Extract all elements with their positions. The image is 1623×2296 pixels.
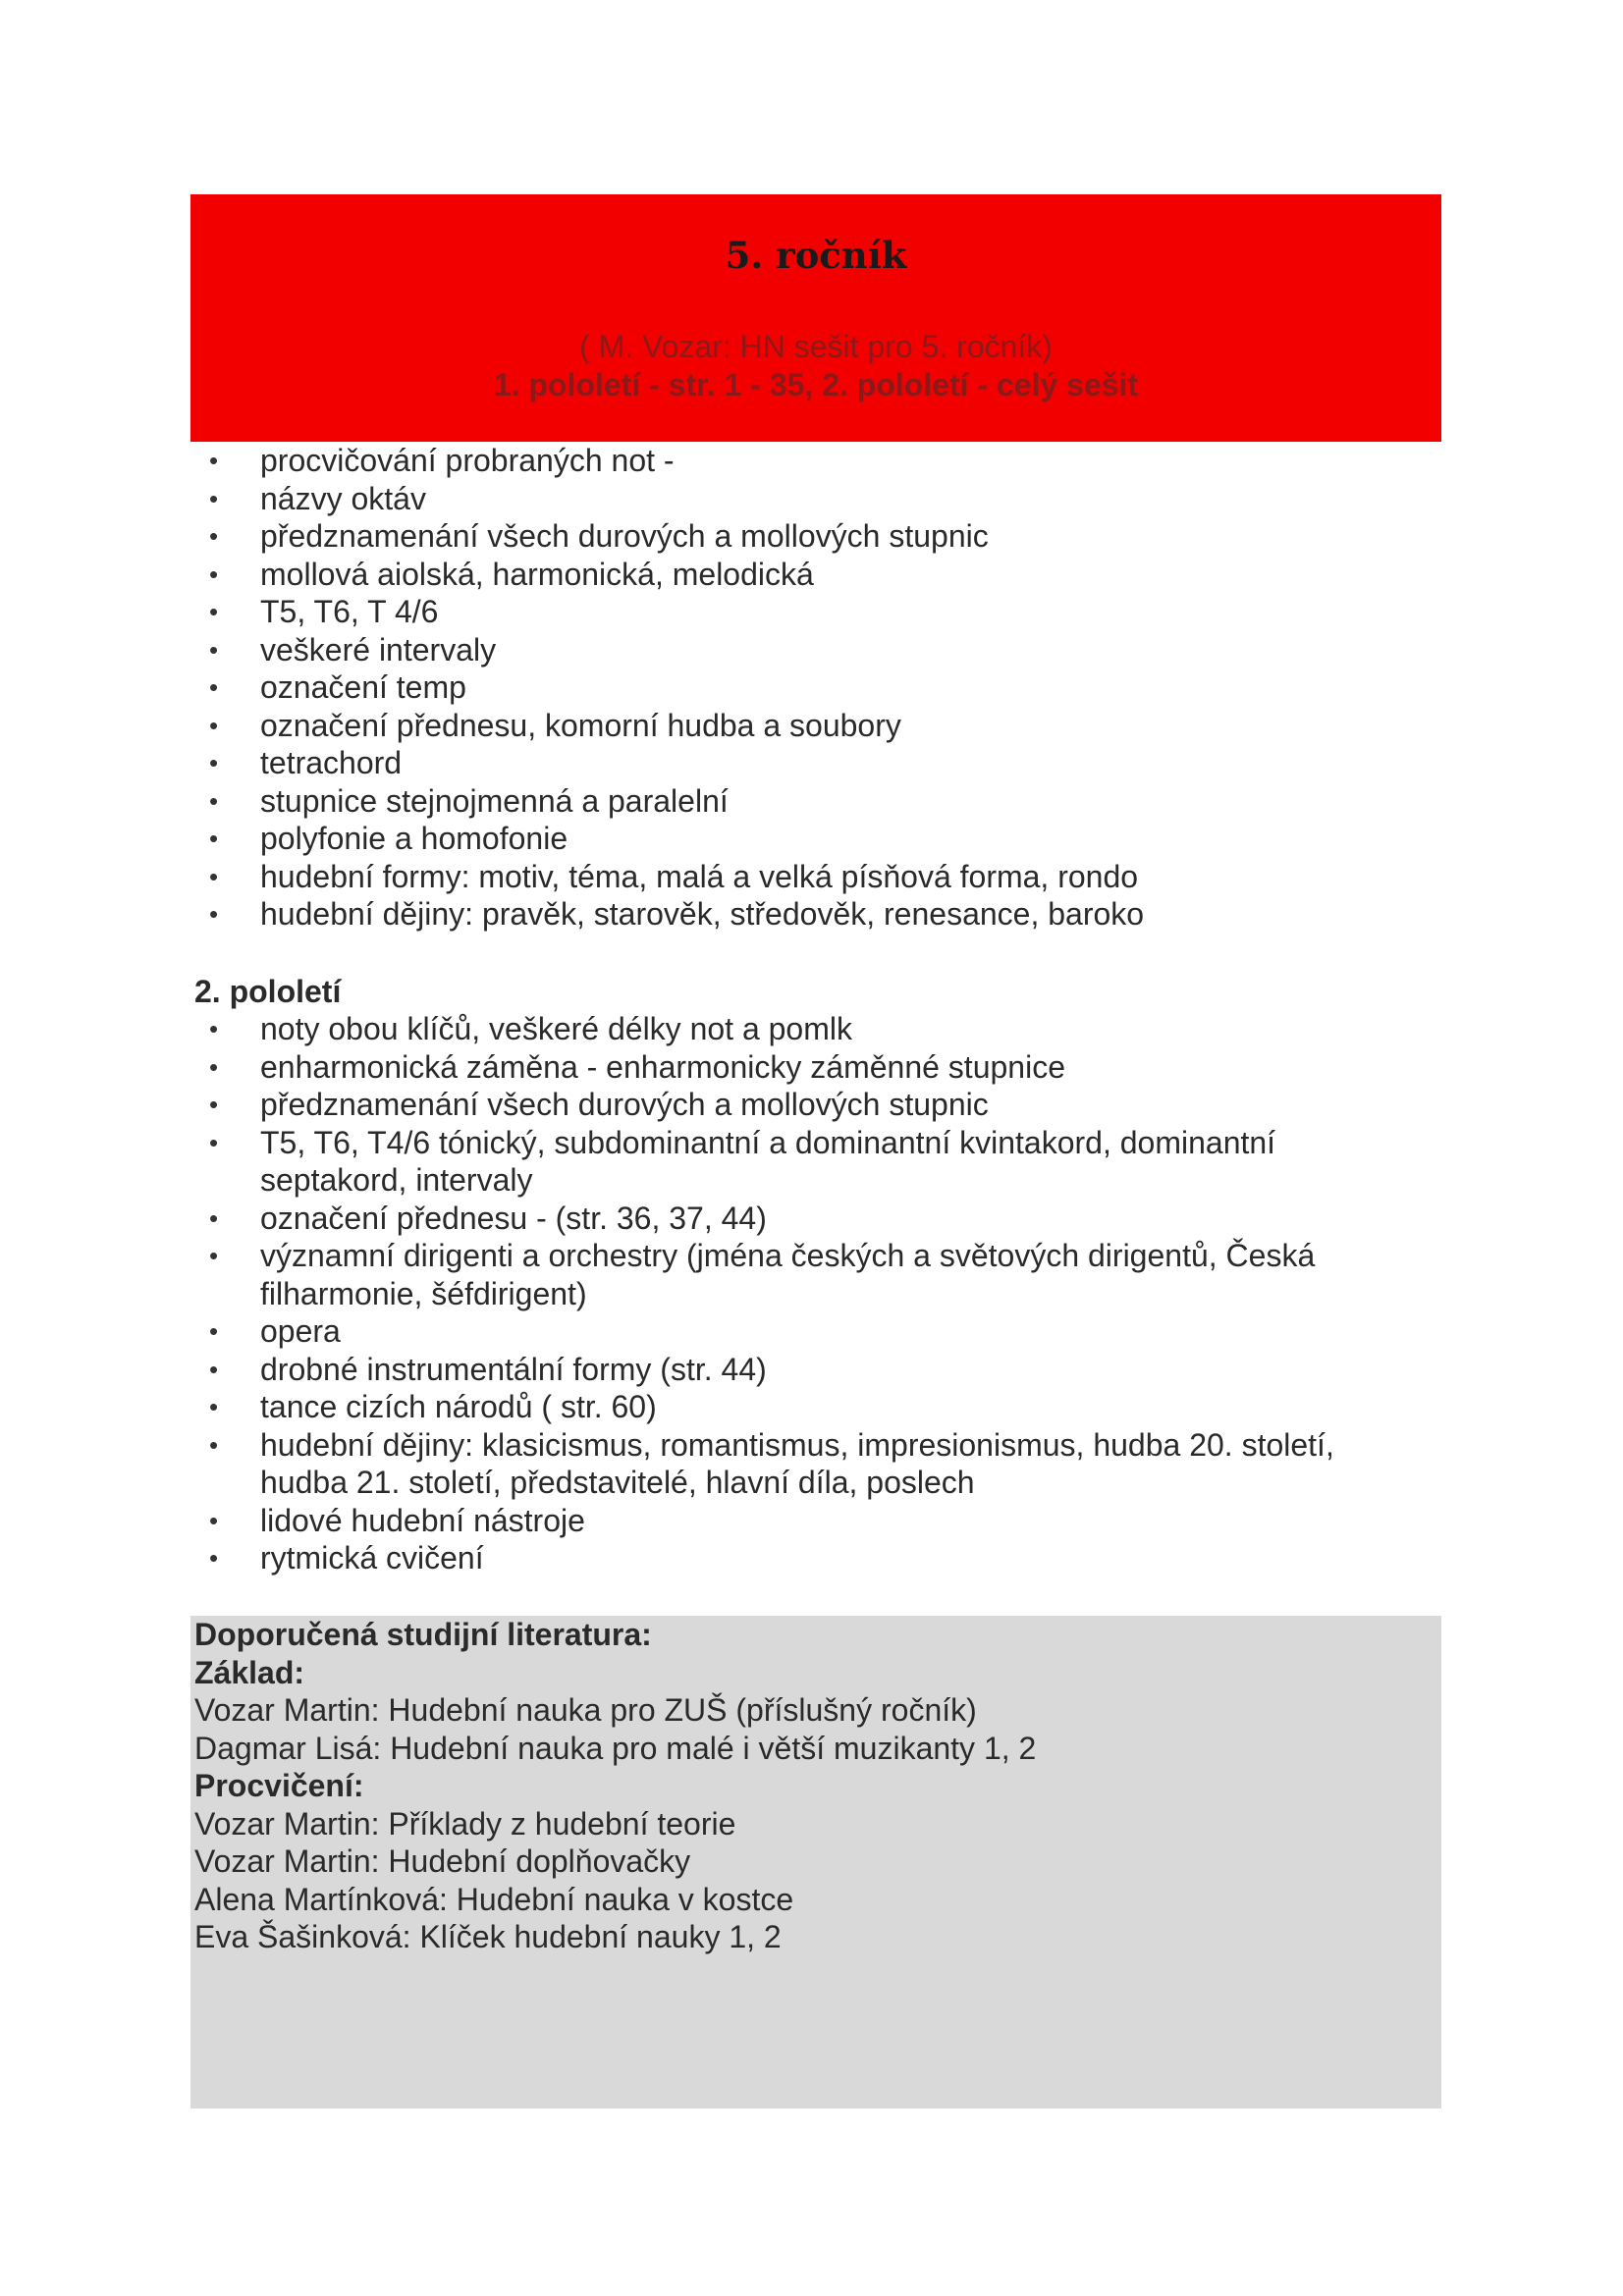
header-pages-note: 1. pololetí - str. 1 - 35, 2. pololetí - celý sešit [493,367,1139,402]
header-box [190,194,1441,442]
literature-item: Vozar Martin: Hudební nauka pro ZUŠ (příslušný ročník) [194,1692,977,1728]
page-title: 5. ročník [725,234,907,277]
list-item: • polyfonie a homofonie [0,820,1419,858]
list-item: • tance cizích národů ( str. 60) [0,1388,1419,1426]
literature-item: Eva Šašinková: Klíček hudební nauky 1, 2 [194,1919,782,1954]
first-term-list [0,442,1419,934]
list-item: • označení přednesu - (str. 36, 37, 44) [0,1200,1419,1238]
list-item: • tetrachord [0,744,1419,782]
list-item: • předznamenání všech durových a mollových stupnic [0,517,1419,556]
list-item: • předznamenání všech durových a mollových stupnic [0,1086,1419,1124]
basic-heading: Základ: [194,1654,305,1690]
literature-item: Vozar Martin: Příklady z hudební teorie [194,1805,736,1842]
literature-heading: Doporučená studijní literatura: [194,1617,652,1652]
second-term-heading: 2. pololetí [194,974,342,1009]
list-item: • názvy oktáv [0,480,1419,518]
practice-heading: Procvičení: [194,1768,364,1803]
list-item: • veškeré intervaly [0,631,1419,669]
list-item: • rytmická cvičení [0,1539,1419,1577]
list-item: • stupnice stejnojmenná a paralelní [0,782,1419,821]
header-subtitle: ( M. Vozar: HN sešit pro 5. ročník) [579,329,1053,364]
list-item: • drobné instrumentální formy (str. 44) [0,1351,1419,1389]
list-item: • T5, T6, T 4/6 [0,593,1419,631]
list-item: • hudební dějiny: pravěk, starověk, středověk, renesance, baroko [0,895,1419,934]
list-item: • procvičování probraných not - [0,442,1419,480]
list-item: • lidové hudební nástroje [0,1502,1419,1540]
list-item: • enharmonická záměna - enharmonicky záměnné stupnice [0,1048,1419,1087]
list-item: • hudební dějiny: klasicismus, romantismus, impresionismus, hudba 20. století, hudba 21. století, představitelé, hlavní díla, poslech [0,1426,1419,1502]
list-item: • označení přednesu, komorní hudba a soubory [0,707,1419,745]
list-item: • mollová aiolská, harmonická, melodická [0,556,1419,594]
literature-box [190,1616,1441,2109]
list-item: • významní dirigenti a orchestry (jména českých a světových dirigentů, Česká filharmonie, šéfdirigent) [0,1237,1419,1312]
list-item: • označení temp [0,668,1419,707]
list-item: • hudební formy: motiv, téma, malá a velká písňová forma, rondo [0,858,1419,896]
list-item: • noty obou klíčů, veškeré délky not a pomlk [0,1010,1419,1048]
list-item: • T5, T6, T4/6 tónický, subdominantní a dominantní kvintakord, dominantní septakord, intervaly [0,1124,1419,1200]
literature-item: Alena Martínková: Hudební nauka v kostce [194,1881,794,1917]
literature-item: Vozar Martin: Hudební doplňovačky [194,1843,691,1879]
second-term-list [0,1010,1419,1577]
literature-item: Dagmar Lisá: Hudební nauka pro malé i větší muzikanty 1, 2 [194,1730,1037,1766]
list-item: • opera [0,1312,1419,1351]
